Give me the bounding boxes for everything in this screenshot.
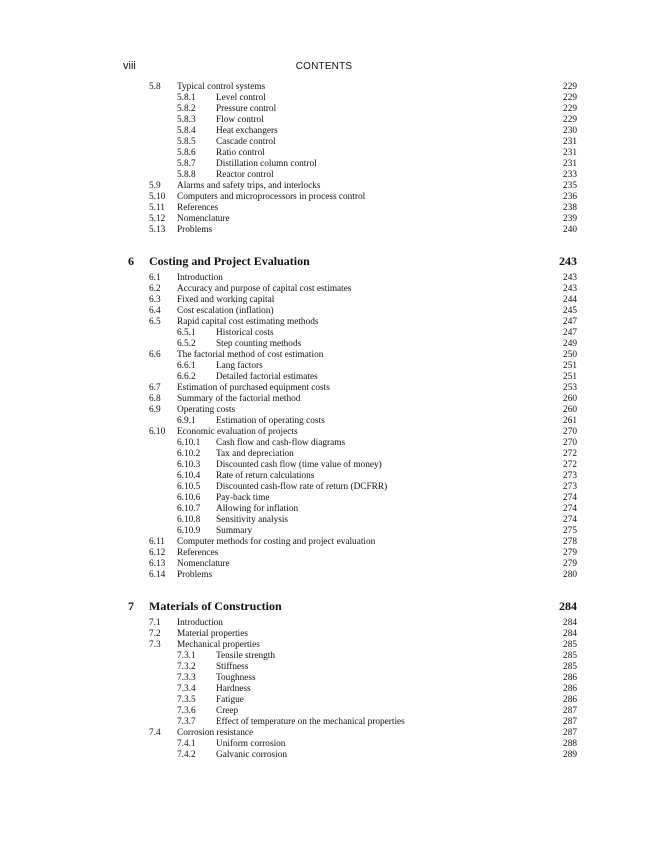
entry-title: Stiffness bbox=[216, 662, 249, 672]
toc-entry[interactable] bbox=[0, 629, 648, 640]
entry-number: 6.9 bbox=[149, 405, 161, 415]
entry-title: Corrosion resistance bbox=[177, 728, 254, 738]
entry-title: The factorial method of cost estimation bbox=[177, 350, 324, 360]
toc-entry[interactable] bbox=[0, 361, 648, 372]
entry-title: Computer methods for costing and project evaluation bbox=[177, 537, 376, 547]
toc-entry[interactable] bbox=[0, 306, 648, 317]
entry-number: 7.3.1 bbox=[177, 651, 196, 661]
entry-title: References bbox=[177, 203, 219, 213]
toc-entry[interactable] bbox=[0, 159, 648, 170]
toc-entry[interactable] bbox=[0, 618, 648, 629]
toc-entry[interactable] bbox=[0, 526, 648, 537]
entry-title: Step counting methods bbox=[216, 339, 302, 349]
entry-page: 229 bbox=[563, 115, 577, 125]
entry-number: 5.8.5 bbox=[177, 137, 196, 147]
toc-entry[interactable] bbox=[0, 82, 648, 93]
chapter-heading-6[interactable] bbox=[0, 254, 648, 268]
toc-entry[interactable] bbox=[0, 295, 648, 306]
toc-entry[interactable] bbox=[0, 181, 648, 192]
toc-entry[interactable] bbox=[0, 570, 648, 581]
entry-number: 6.10 bbox=[149, 427, 166, 437]
toc-entry[interactable] bbox=[0, 126, 648, 137]
entry-number: 7.4.1 bbox=[177, 739, 196, 749]
entry-title: Detailed factorial estimates bbox=[216, 372, 318, 382]
toc-entry[interactable] bbox=[0, 695, 648, 706]
entry-page: 279 bbox=[563, 548, 577, 558]
entry-number: 6.10.6 bbox=[177, 493, 201, 503]
entry-title: Tax and depreciation bbox=[216, 449, 294, 459]
entry-number: 6.7 bbox=[149, 383, 161, 393]
toc-entry[interactable] bbox=[0, 137, 648, 148]
entry-title: Summary bbox=[216, 526, 253, 536]
entry-page: 285 bbox=[563, 662, 577, 672]
toc-entry[interactable] bbox=[0, 750, 648, 761]
entry-title: Reactor control bbox=[216, 170, 274, 180]
entry-title: Hardness bbox=[216, 684, 251, 694]
toc-entry[interactable] bbox=[0, 394, 648, 405]
entry-page: 229 bbox=[563, 104, 577, 114]
toc-entry[interactable] bbox=[0, 148, 648, 159]
entry-number: 7.2 bbox=[149, 629, 161, 639]
entry-page: 236 bbox=[563, 192, 577, 202]
entry-page: 284 bbox=[563, 618, 577, 628]
entry-number: 6.9.1 bbox=[177, 416, 196, 426]
entry-page: 233 bbox=[563, 170, 577, 180]
running-title: CONTENTS bbox=[295, 61, 353, 72]
toc-entry[interactable] bbox=[0, 317, 648, 328]
entry-number: 7.1 bbox=[149, 618, 161, 628]
toc-entry[interactable] bbox=[0, 328, 648, 339]
entry-title: Problems bbox=[177, 570, 213, 580]
toc-entry[interactable] bbox=[0, 482, 648, 493]
entry-number: 6.10.1 bbox=[177, 438, 201, 448]
entry-number: 5.8.7 bbox=[177, 159, 196, 169]
entry-page: 247 bbox=[563, 328, 577, 338]
entry-title: Nomenclature bbox=[177, 214, 230, 224]
entry-page: 285 bbox=[563, 640, 577, 650]
entry-title: Effect of temperature on the mechanical properties bbox=[216, 717, 405, 727]
entry-number: 6.10.4 bbox=[177, 471, 201, 481]
toc-entry[interactable] bbox=[0, 640, 648, 651]
entry-page: 238 bbox=[563, 203, 577, 213]
entry-number: 6.5.2 bbox=[177, 339, 196, 349]
entry-title: Flow control bbox=[216, 115, 264, 125]
toc-entry[interactable] bbox=[0, 684, 648, 695]
entry-number: 7.3.4 bbox=[177, 684, 196, 694]
entry-title: Tensile strength bbox=[216, 651, 275, 661]
entry-page: 231 bbox=[563, 159, 577, 169]
entry-title: Ratio control bbox=[216, 148, 265, 158]
entry-title: Discounted cash flow (time value of money) bbox=[216, 460, 382, 470]
entry-title: Material properties bbox=[177, 629, 248, 639]
entry-title: Mechanical properties bbox=[177, 640, 260, 650]
entry-number: 5.8.4 bbox=[177, 126, 196, 136]
entry-page: 288 bbox=[563, 739, 577, 749]
entry-number: 6.13 bbox=[149, 559, 166, 569]
entry-title: Estimation of purchased equipment costs bbox=[177, 383, 330, 393]
entry-page: 239 bbox=[563, 214, 577, 224]
toc-entry[interactable] bbox=[0, 170, 648, 181]
entry-page: 273 bbox=[563, 471, 577, 481]
entry-page: 273 bbox=[563, 482, 577, 492]
toc-entry[interactable] bbox=[0, 104, 648, 115]
toc-entry[interactable] bbox=[0, 383, 648, 394]
entry-page: 240 bbox=[563, 225, 577, 235]
entry-number: 5.13 bbox=[149, 225, 166, 235]
entry-title: Introduction bbox=[177, 273, 223, 283]
chapter-heading-7[interactable] bbox=[0, 599, 648, 613]
entry-number: 5.12 bbox=[149, 214, 166, 224]
entry-number: 7.3.3 bbox=[177, 673, 196, 683]
entry-number: 7.3 bbox=[149, 640, 161, 650]
entry-number: 6.2 bbox=[149, 284, 161, 294]
entry-page: 245 bbox=[563, 306, 577, 316]
entry-title: Distillation column control bbox=[216, 159, 317, 169]
entry-number: 7.4.2 bbox=[177, 750, 196, 760]
entry-title: Nomenclature bbox=[177, 559, 230, 569]
toc-entry[interactable] bbox=[0, 405, 648, 416]
entry-number: 6.1 bbox=[149, 273, 161, 283]
entry-page: 243 bbox=[563, 273, 577, 283]
toc-entry[interactable] bbox=[0, 559, 648, 570]
toc-entry[interactable] bbox=[0, 214, 648, 225]
entry-page: 231 bbox=[563, 137, 577, 147]
entry-page: 285 bbox=[563, 651, 577, 661]
entry-page: 270 bbox=[563, 427, 577, 437]
entry-number: 5.8.3 bbox=[177, 115, 196, 125]
entry-title: Lang factors bbox=[216, 361, 263, 371]
entry-number: 5.8.2 bbox=[177, 104, 196, 114]
entry-title: Introduction bbox=[177, 618, 223, 628]
toc-entry[interactable] bbox=[0, 673, 648, 684]
entry-number: 6.10.3 bbox=[177, 460, 201, 470]
entry-title: Cascade control bbox=[216, 137, 276, 147]
toc-entry[interactable] bbox=[0, 717, 648, 728]
entry-page: 289 bbox=[563, 750, 577, 760]
entry-number: 6.5.1 bbox=[177, 328, 196, 338]
entry-number: 5.9 bbox=[149, 181, 161, 191]
entry-title: Pressure control bbox=[216, 104, 277, 114]
entry-title: Economic evaluation of projects bbox=[177, 427, 298, 437]
entry-page: 229 bbox=[563, 93, 577, 103]
entry-title: Summary of the factorial method bbox=[177, 394, 301, 404]
entry-page: 286 bbox=[563, 673, 577, 683]
toc-entry[interactable] bbox=[0, 471, 648, 482]
chapter-page: 243 bbox=[559, 254, 577, 268]
entry-title: Fatigue bbox=[216, 695, 244, 705]
entry-title: Discounted cash-flow rate of return (DCFRR) bbox=[216, 482, 388, 492]
entry-page: 231 bbox=[563, 148, 577, 158]
entry-page: 244 bbox=[563, 295, 577, 305]
toc-entry[interactable] bbox=[0, 225, 648, 236]
entry-number: 6.10.5 bbox=[177, 482, 201, 492]
entry-page: 247 bbox=[563, 317, 577, 327]
entry-number: 6.4 bbox=[149, 306, 161, 316]
entry-title: References bbox=[177, 548, 219, 558]
entry-page: 287 bbox=[563, 728, 577, 738]
entry-number: 7.3.6 bbox=[177, 706, 196, 716]
entry-page: 284 bbox=[563, 629, 577, 639]
entry-number: 5.8.8 bbox=[177, 170, 196, 180]
entry-number: 7.3.5 bbox=[177, 695, 196, 705]
entry-title: Alarms and safety trips, and interlocks bbox=[177, 181, 321, 191]
entry-title: Rapid capital cost estimating methods bbox=[177, 317, 319, 327]
entry-page: 274 bbox=[563, 504, 577, 514]
entry-title: Uniform corrosion bbox=[216, 739, 286, 749]
toc-entry[interactable] bbox=[0, 339, 648, 350]
toc-entry[interactable] bbox=[0, 284, 648, 295]
page-number: viii bbox=[123, 60, 136, 72]
toc-entry[interactable] bbox=[0, 350, 648, 361]
entry-title: Allowing for inflation bbox=[216, 504, 299, 514]
entry-page: 272 bbox=[563, 449, 577, 459]
toc-entry[interactable] bbox=[0, 651, 648, 662]
entry-page: 250 bbox=[563, 350, 577, 360]
entry-number: 6.6.1 bbox=[177, 361, 196, 371]
entry-title: Typical control systems bbox=[177, 82, 266, 92]
entry-title: Heat exchangers bbox=[216, 126, 278, 136]
entry-number: 5.8.1 bbox=[177, 93, 196, 103]
toc-entry[interactable] bbox=[0, 728, 648, 739]
entry-title: Computers and microprocessors in process control bbox=[177, 192, 366, 202]
toc-entry[interactable] bbox=[0, 416, 648, 427]
toc-entry[interactable] bbox=[0, 504, 648, 515]
entry-title: Toughness bbox=[216, 673, 256, 683]
entry-page: 229 bbox=[563, 82, 577, 92]
toc-section-6 bbox=[0, 273, 648, 581]
entry-page: 249 bbox=[563, 339, 577, 349]
entry-page: 251 bbox=[563, 361, 577, 371]
entry-number: 7.3.7 bbox=[177, 717, 196, 727]
entry-title: Level control bbox=[216, 93, 266, 103]
entry-title: Estimation of operating costs bbox=[216, 416, 325, 426]
entry-number: 7.3.2 bbox=[177, 662, 196, 672]
entry-title: Galvanic corrosion bbox=[216, 750, 287, 760]
entry-title: Creep bbox=[216, 706, 239, 716]
entry-number: 6.11 bbox=[149, 537, 165, 547]
entry-title: Sensitivity analysis bbox=[216, 515, 289, 525]
toc-entry[interactable] bbox=[0, 427, 648, 438]
chapter-number: 6 bbox=[128, 254, 134, 268]
entry-page: 280 bbox=[563, 570, 577, 580]
entry-number: 6.6.2 bbox=[177, 372, 196, 382]
entry-page: 243 bbox=[563, 284, 577, 294]
entry-number: 6.10.8 bbox=[177, 515, 201, 525]
chapter-title: Costing and Project Evaluation bbox=[149, 254, 310, 268]
toc-entry[interactable] bbox=[0, 449, 648, 460]
entry-page: 260 bbox=[563, 394, 577, 404]
toc-section-7 bbox=[0, 618, 648, 761]
entry-number: 6.10.7 bbox=[177, 504, 201, 514]
entry-page: 278 bbox=[563, 537, 577, 547]
entry-number: 6.12 bbox=[149, 548, 166, 558]
entry-page: 253 bbox=[563, 383, 577, 393]
entry-title: Accuracy and purpose of capital cost estimates bbox=[177, 284, 352, 294]
entry-number: 5.8.6 bbox=[177, 148, 196, 158]
chapter-title: Materials of Construction bbox=[149, 599, 282, 613]
entry-number: 6.8 bbox=[149, 394, 161, 404]
entry-number: 6.3 bbox=[149, 295, 161, 305]
toc-entry[interactable] bbox=[0, 515, 648, 526]
toc-entry[interactable] bbox=[0, 93, 648, 104]
chapter-page: 284 bbox=[559, 599, 577, 613]
toc-entry[interactable] bbox=[0, 662, 648, 673]
toc-entry[interactable] bbox=[0, 273, 648, 284]
entry-page: 272 bbox=[563, 460, 577, 470]
entry-title: Problems bbox=[177, 225, 213, 235]
entry-page: 235 bbox=[563, 181, 577, 191]
entry-number: 6.10.9 bbox=[177, 526, 201, 536]
toc-entry[interactable] bbox=[0, 203, 648, 214]
entry-page: 260 bbox=[563, 405, 577, 415]
entry-number: 5.10 bbox=[149, 192, 166, 202]
toc-entry[interactable] bbox=[0, 706, 648, 717]
toc-entry[interactable] bbox=[0, 739, 648, 750]
toc-entry[interactable] bbox=[0, 372, 648, 383]
entry-number: 5.8 bbox=[149, 82, 161, 92]
entry-page: 287 bbox=[563, 706, 577, 716]
entry-title: Rate of return calculations bbox=[216, 471, 315, 481]
entry-number: 6.5 bbox=[149, 317, 161, 327]
entry-number: 6.10.2 bbox=[177, 449, 201, 459]
entry-page: 286 bbox=[563, 695, 577, 705]
toc-entry[interactable] bbox=[0, 537, 648, 548]
chapter-number: 7 bbox=[128, 599, 134, 613]
entry-page: 261 bbox=[563, 416, 577, 426]
entry-page: 275 bbox=[563, 526, 577, 536]
entry-title: Historical costs bbox=[216, 328, 274, 338]
entry-number: 7.4 bbox=[149, 728, 161, 738]
toc-entry[interactable] bbox=[0, 192, 648, 203]
entry-title: Operating costs bbox=[177, 405, 236, 415]
entry-page: 270 bbox=[563, 438, 577, 448]
toc-entry[interactable] bbox=[0, 493, 648, 504]
entry-title: Cash flow and cash-flow diagrams bbox=[216, 438, 346, 448]
entry-number: 6.14 bbox=[149, 570, 166, 580]
entry-title: Pay-back time bbox=[216, 493, 270, 503]
entry-title: Cost escalation (inflation) bbox=[177, 306, 274, 316]
entry-page: 287 bbox=[563, 717, 577, 727]
table-of-contents bbox=[0, 82, 648, 761]
toc-entry[interactable] bbox=[0, 115, 648, 126]
entry-number: 6.6 bbox=[149, 350, 161, 360]
entry-title: Fixed and working capital bbox=[177, 295, 275, 305]
entry-page: 230 bbox=[563, 126, 577, 136]
toc-entry[interactable] bbox=[0, 438, 648, 449]
entry-page: 286 bbox=[563, 684, 577, 694]
entry-page: 274 bbox=[563, 493, 577, 503]
toc-section-5-continued bbox=[0, 82, 648, 236]
entry-page: 251 bbox=[563, 372, 577, 382]
toc-entry[interactable] bbox=[0, 460, 648, 471]
entry-page: 279 bbox=[563, 559, 577, 569]
entry-page: 274 bbox=[563, 515, 577, 525]
toc-entry[interactable] bbox=[0, 548, 648, 559]
entry-number: 5.11 bbox=[149, 203, 165, 213]
